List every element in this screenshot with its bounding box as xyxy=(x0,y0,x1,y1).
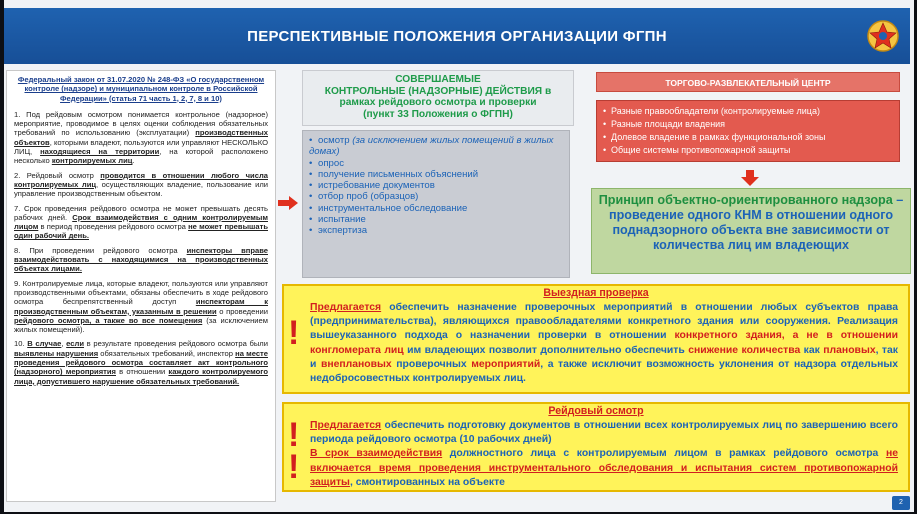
list-item: • испытание xyxy=(309,214,366,226)
law-paragraph-10 xyxy=(14,339,268,385)
actions-list xyxy=(302,130,570,278)
trc-list xyxy=(596,100,900,162)
emphasis: мероприятий xyxy=(471,358,541,370)
law-paragraph-7 xyxy=(14,204,268,241)
list-item-text: истребование документов xyxy=(318,180,435,192)
emphasis: рейдового осмотра, а также во все помещения xyxy=(14,315,203,325)
text: , xyxy=(61,339,67,349)
list-item-text: опрос xyxy=(318,157,344,169)
inspection-title: Выездная проверка xyxy=(543,287,649,299)
list-item-text: осмотр xyxy=(318,135,353,146)
law-heading: Федеральный закон от 31.07.2020 № 248-ФЗ «О государственном контроле (надзоре) и муниципальном контроле в Российской Федерации» (статья 71 часть 1, 2, 7, 8 и 10) xyxy=(17,75,265,103)
trc-title: ТОРГОВО-РАЗВЛЕКАТЕЛЬНЫЙ ЦЕНТР xyxy=(596,72,900,92)
principle-name: Принцип объектно-ориентированного надзора xyxy=(598,193,893,207)
raid-text xyxy=(310,419,898,490)
list-item: • истребование документов xyxy=(309,180,435,192)
text: обеспечить подготовку документов в отношении всех контролируемых лиц по завершению всего периода рейдового осмотра (10 рабочих дней) xyxy=(310,420,898,446)
law-paragraph-2 xyxy=(14,171,268,199)
list-item-text: отбор проб (образцов) xyxy=(318,191,419,203)
emphasis: В срок взаимодействия xyxy=(310,448,443,460)
text: в отношении xyxy=(115,367,169,377)
text: , смонтированных на объекте xyxy=(349,476,505,488)
text: , так и xyxy=(310,344,898,370)
actions-title-line: (пункт 33 Положения о ФГПН) xyxy=(363,108,513,120)
list-item: • Долевое владение в рамках функциональной зоны xyxy=(611,131,893,144)
emphasis: находящиеся на территории xyxy=(40,147,160,157)
raid-box xyxy=(282,402,910,492)
header-bar xyxy=(4,8,910,64)
emphasis: внеплановых xyxy=(320,358,392,370)
law-paragraph-9 xyxy=(14,279,268,335)
list-item: • экспертиза xyxy=(309,225,368,237)
text: , осуществляющих владение, пользование или управление производственным объектом. xyxy=(14,179,268,199)
emphasis: проводится в отношении любого числа контролируемых лиц xyxy=(14,170,268,189)
slide xyxy=(4,0,914,512)
actions-heading xyxy=(302,70,574,126)
text: в период проведения рейдового осмотра xyxy=(38,222,189,232)
emphasis: на месте проведения рейдового осмотра составляет акт контрольного (надзорного) мероприятия xyxy=(14,348,268,377)
list-item-note: (за исключением жилых помещений в жилых домах) xyxy=(309,135,554,158)
text: в результате проведения рейдового осмотра были xyxy=(84,339,268,349)
emphasis: производственных объектов xyxy=(14,128,268,147)
emphasis: если xyxy=(66,339,85,349)
text: проверочных xyxy=(391,358,472,370)
exclamation-icon: ! xyxy=(288,314,300,352)
page-number: 2 xyxy=(892,496,910,510)
list-item: • получение письменных объяснений xyxy=(309,168,479,180)
list-item-text: получение письменных объяснений xyxy=(318,168,479,180)
actions-title-line: СОВЕРШАЕМЫЕ xyxy=(395,74,481,85)
emphasis: инспекторы вправе взаимодействовать с находящимися на производственных объектах лицами. xyxy=(14,245,268,274)
text: 1. Под рейдовым осмотром понимается контрольное (надзорное) мероприятие, проводимое в целях оценки соблюдения обязательных требований по использованию (эксплуатации) xyxy=(14,109,268,138)
text: (за исключением жилых помещений). xyxy=(14,315,268,335)
list-item: • отбор проб (образцов) xyxy=(309,191,419,203)
actions-title-line: КОНТРОЛЬНЫЕ (НАДЗОРНЫЕ) ДЕЙСТВИЯ в xyxy=(324,85,552,97)
text: как xyxy=(800,344,824,356)
law-paragraph-8 xyxy=(14,246,268,274)
arrow-right-icon xyxy=(278,196,298,210)
list-item-text: испытание xyxy=(318,214,366,226)
text: , на которой расположено несколько xyxy=(14,147,269,166)
emphasis: В случае xyxy=(27,339,62,349)
text: 9. Контролируемые лица, которые владеют, пользуются или управляют производственными объектами, обязаны обеспечить в ходе рейдового осмотра беспрепятственный доступ xyxy=(14,278,268,307)
text: о проведении xyxy=(216,306,268,316)
list-item: • инструментальное обследование xyxy=(309,202,468,214)
emphasis: каждого контролируемого лица, допустившего нарушение обязательных требований. xyxy=(14,367,268,386)
text: 7. Срок проведения рейдового осмотра не может превышать десять рабочих дней. xyxy=(14,203,268,222)
emphasis: плановых xyxy=(823,344,876,356)
inspection-text xyxy=(310,301,898,386)
list-item: • опрос xyxy=(309,157,344,169)
exclamation-icon: ! xyxy=(288,448,300,486)
text: 8. При проведении рейдового осмотра xyxy=(14,245,187,255)
text: . xyxy=(132,156,135,166)
actions-panel xyxy=(302,70,574,276)
emphasis: снижение количества xyxy=(688,344,801,356)
law-text-panel xyxy=(6,70,276,502)
list-item-text: экспертиза xyxy=(318,225,368,237)
raid-title: Рейдовый осмотр xyxy=(548,405,644,417)
arrow-down-icon xyxy=(741,170,759,186)
text: , а также исключит возможность уклонения от надзора отдельных недобросовестных контролируемых лиц. xyxy=(310,358,899,385)
principle-description: – проведение одного КНМ в отношении одного поднадзорного объекта вне зависимости от количества лиц им владеющих xyxy=(608,193,904,252)
law-paragraph-1 xyxy=(14,110,268,166)
text: обязательных требований, инспектор xyxy=(98,348,236,358)
inspection-box xyxy=(282,284,910,394)
emphasis: не включается время проведения инструментального обследования и испытания систем противопожарной защиты xyxy=(310,448,898,488)
emphasis: Предлагается xyxy=(310,302,382,313)
list-item: • Разные правообладатели (контролируемые лица) xyxy=(611,105,893,118)
list-item: • Общие системы противопожарной защиты xyxy=(611,144,893,157)
list-item: • осмотр (за исключением жилых помещений в жилых домах) xyxy=(309,135,554,158)
list-item-text: инструментальное обследование xyxy=(318,202,468,214)
emchs-emblem-icon xyxy=(866,18,900,54)
principle-box xyxy=(591,188,911,274)
emphasis: выявлены нарушения xyxy=(14,348,99,358)
list-item: • Разные площади владения xyxy=(611,118,893,131)
emphasis: не может превышать один рабочий день. xyxy=(14,222,268,241)
text: должностного лица с контролируемым лицом в рамках рейдового осмотра xyxy=(442,448,886,460)
text: , которыми владеют, пользуются или управляют НЕСКОЛЬКО ЛИЦ, xyxy=(14,137,268,157)
text: 2. Рейдовый осмотр xyxy=(14,170,101,180)
emphasis: Срок взаимодействия с одним контролируемым лицом xyxy=(14,212,268,232)
emphasis: конкретного здания, а не в отношении конгломерата лиц xyxy=(310,330,898,356)
text: обеспечить назначение проверочных мероприятий в отношении любых субъектов права (предпринимательства), являющихся правообладателями конкретного здания или сооружения. Реализация вышеуказанного подхода о назначении проверки в отношении xyxy=(310,302,898,342)
emphasis: Предлагается xyxy=(310,420,382,431)
text: им владеющих позволит дополнительно обеспечить xyxy=(403,344,689,356)
actions-title-line: рамках рейдового осмотра и проверки xyxy=(339,97,537,108)
text: 10. xyxy=(14,339,28,349)
page-title: ПЕРСПЕКТИВНЫЕ ПОЛОЖЕНИЯ ОРГАНИЗАЦИИ ФГПН xyxy=(247,27,667,45)
emphasis: контролируемых лиц xyxy=(51,156,133,166)
emphasis: инспекторам к производственным объектам, указанным в решении xyxy=(14,297,268,316)
exclamation-icon: ! xyxy=(288,416,300,454)
